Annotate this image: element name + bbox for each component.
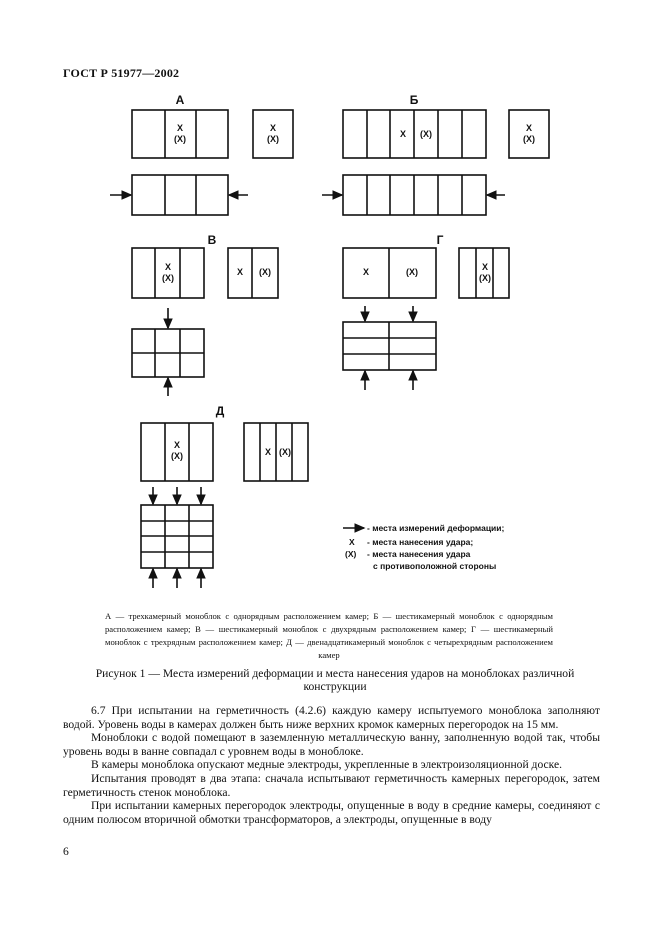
figure-explanation: А — трехкамерный моноблок с однорядным расположением камер; Б — шестикамерный моноблок с однорядным расположением камер; В — шестикамерный моноблок с двухрядным расположением камер; Г — шестикамерный моноблок с трехрядным расположением камер; Д — двенадцатикамерный моноблок с четырехрядным расположением камер xyxy=(105,611,553,660)
standard-header: ГОСТ Р 51977—2002 xyxy=(63,66,180,80)
panel-label-g: Г xyxy=(436,233,444,247)
svg-text:(X): (X) xyxy=(162,273,174,283)
svg-text:X: X xyxy=(362,267,370,277)
paragraph: При испытании камерных перегородок электроды, опущенные в воду в средние камеры, соединяют с одним полюсом вторичной обмотки трансформаторов, а электроды, опущенные в воду xyxy=(63,799,600,826)
svg-text:X: X xyxy=(525,123,533,133)
panel-label-a: А xyxy=(175,93,185,107)
svg-text:(X): (X) xyxy=(279,447,291,457)
svg-text:(X): (X) xyxy=(479,273,491,283)
page-number: 6 xyxy=(63,845,69,858)
panel-label-d: Д xyxy=(215,404,225,418)
svg-text:X: X xyxy=(176,123,184,133)
svg-text:(X): (X) xyxy=(345,549,357,559)
figure-caption: Рисунок 1 — Места измерений деформации и места нанесения ударов на моноблоках различной конструкции xyxy=(95,667,575,693)
svg-text:X: X xyxy=(236,267,244,277)
paragraph: Испытания проводят в два этапа: сначала испытывают герметичность камерных перегородок, затем герметичность стенок моноблока. xyxy=(63,771,600,799)
panel-label-v: В xyxy=(207,233,217,247)
svg-text:(X): (X) xyxy=(259,267,271,277)
svg-text:с противоположной стороны: с противоположной стороны xyxy=(373,561,497,571)
paragraph: Моноблоки с водой помещают в заземленную металлическую ванну, заполненную водой так, чтобы уровень воды в ванне совпадал с уровнем воды в моноблоке. xyxy=(63,731,600,758)
svg-text:X: X xyxy=(264,447,272,457)
body-text xyxy=(63,704,600,826)
svg-text:X: X xyxy=(269,123,277,133)
svg-text:X: X xyxy=(164,262,172,272)
svg-text:(X): (X) xyxy=(267,134,279,144)
legend-impact-opposite: - места нанесения удара xyxy=(367,549,471,559)
svg-text:(X): (X) xyxy=(171,451,183,461)
svg-text:(X): (X) xyxy=(420,129,432,139)
svg-text:(X): (X) xyxy=(174,134,186,144)
legend-deformation: - места измерений деформации; xyxy=(367,523,505,533)
paragraph: В камеры моноблока опускают медные электроды, укрепленные в электроизоляционной доске. xyxy=(91,758,563,772)
svg-text:X: X xyxy=(399,129,407,139)
svg-text:X: X xyxy=(481,262,489,272)
panel-label-b: Б xyxy=(409,93,419,107)
paragraph-6-7: 6.7 При испытании на герметичность (4.2.6) каждую камеру испытуемого моноблока заполняют водой. Уровень воды в камерах должен быть ниже верхних кромок камерных перегородок на 15 мм. xyxy=(63,704,600,731)
svg-text:(X): (X) xyxy=(523,134,535,144)
svg-text:X: X xyxy=(349,537,355,547)
svg-text:(X): (X) xyxy=(406,267,418,277)
legend-impact: - места нанесения удара; xyxy=(367,537,474,547)
svg-text:X: X xyxy=(173,440,181,450)
